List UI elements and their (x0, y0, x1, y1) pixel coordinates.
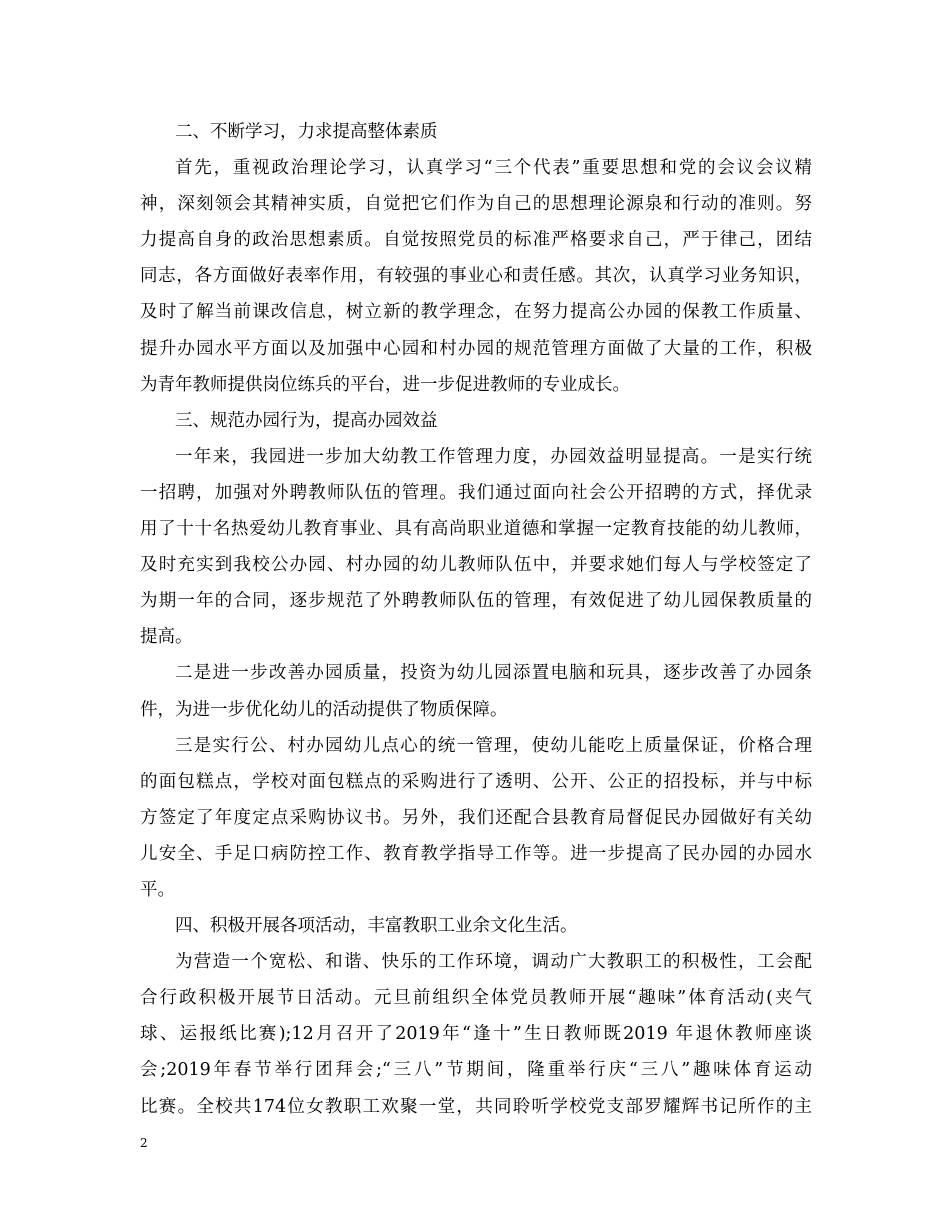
text-line: 会;2019年春节举行团拜会;“三八”节期间，隆重举行庆“三八”趣味体育运动 (140, 1060, 812, 1081)
text-line: 为青年教师提供岗位练兵的平台，进一步促进教师的专业成长。 (140, 374, 630, 395)
text-line: 为营造一个宽松、和谐、快乐的工作环境，调动广大教职工的积极性，工会配 (175, 952, 812, 973)
page-number: 2 (140, 1136, 148, 1150)
text-line: 一年来，我园进一步加大幼教工作管理力度，办园效益明显提高。一是实行统 (175, 446, 812, 467)
text-line: 提高。 (140, 627, 193, 648)
text-line: 三是实行公、村办园幼儿点心的统一管理，使幼儿能吃上质量保证，价格合理 (175, 735, 812, 756)
text-line: 一招聘，加强对外聘教师队伍的管理。我们通过面向社会公开招聘的方式，择优录 (140, 482, 812, 503)
text-line: 儿安全、手足口病防控工作、教育教学指导工作等。进一步提高了民办园的办园水 (140, 843, 812, 864)
text-line: 同志，各方面做好表率作用，有较强的事业心和责任感。其次，认真学习业务知识， (140, 266, 812, 287)
text-line: 首先，重视政治理论学习，认真学习“三个代表”重要思想和党的会议会议精 (175, 158, 812, 179)
text-line: 及时了解当前课改信息，树立新的教学理念，在努力提高公办园的保教工作质量、 (140, 302, 812, 323)
text-line: 及时充实到我校公办园、村办园的幼儿教师队伍中，并要求她们每人与学校签定了 (140, 555, 812, 576)
text-line: 比赛。全校共174位女教职工欢聚一堂，共同聆听学校党支部罗耀辉书记所作的主 (140, 1096, 812, 1117)
text-line: 件，为进一步优化幼儿的活动提供了物质保障。 (140, 699, 508, 720)
text-line: 三、规范办园行为，提高办园效益 (175, 410, 438, 431)
text-line: 用了十十名热爱幼儿教育事业、具有高尚职业道德和掌握一定教育技能的幼儿教师， (140, 519, 812, 540)
text-line: 的面包糕点，学校对面包糕点的采购进行了透明、公开、公正的招投标，并与中标 (140, 771, 812, 792)
text-line: 二是进一步改善办园质量，投资为幼儿园添置电脑和玩具，逐步改善了办园条 (175, 663, 812, 684)
text-line: 力提高自身的政治思想素质。自觉按照党员的标准严格要求自己，严于律己，团结 (140, 230, 812, 251)
text-line: 二、不断学习，力求提高整体素质 (175, 122, 438, 142)
text-line: 球、运报纸比赛);12月召开了2019年“逢十”生日教师既2019 年退休教师座谈 (140, 1024, 812, 1045)
text-line: 神，深刻领会其精神实质，自觉把它们作为自己的思想理论源泉和行动的准则。努 (140, 194, 812, 215)
document-body (140, 114, 812, 1125)
text-line: 为期一年的合同，逐步规范了外聘教师队伍的管理，有效促进了幼儿园保教质量的 (140, 591, 812, 612)
text-line: 方签定了年度定点采购协议书。另外，我们还配合县教育局督促民办园做好有关幼 (140, 807, 812, 828)
text-line: 平。 (140, 879, 175, 900)
text-line: 合行政积极开展节日活动。元旦前组织全体党员教师开展“趣味”体育活动(夹气 (140, 988, 812, 1009)
text-line: 四、积极开展各项活动，丰富教职工业余文化生活。 (175, 916, 578, 937)
text-line: 提升办园水平方面以及加强中心园和村办园的规范管理方面做了大量的工作，积极 (140, 338, 812, 359)
